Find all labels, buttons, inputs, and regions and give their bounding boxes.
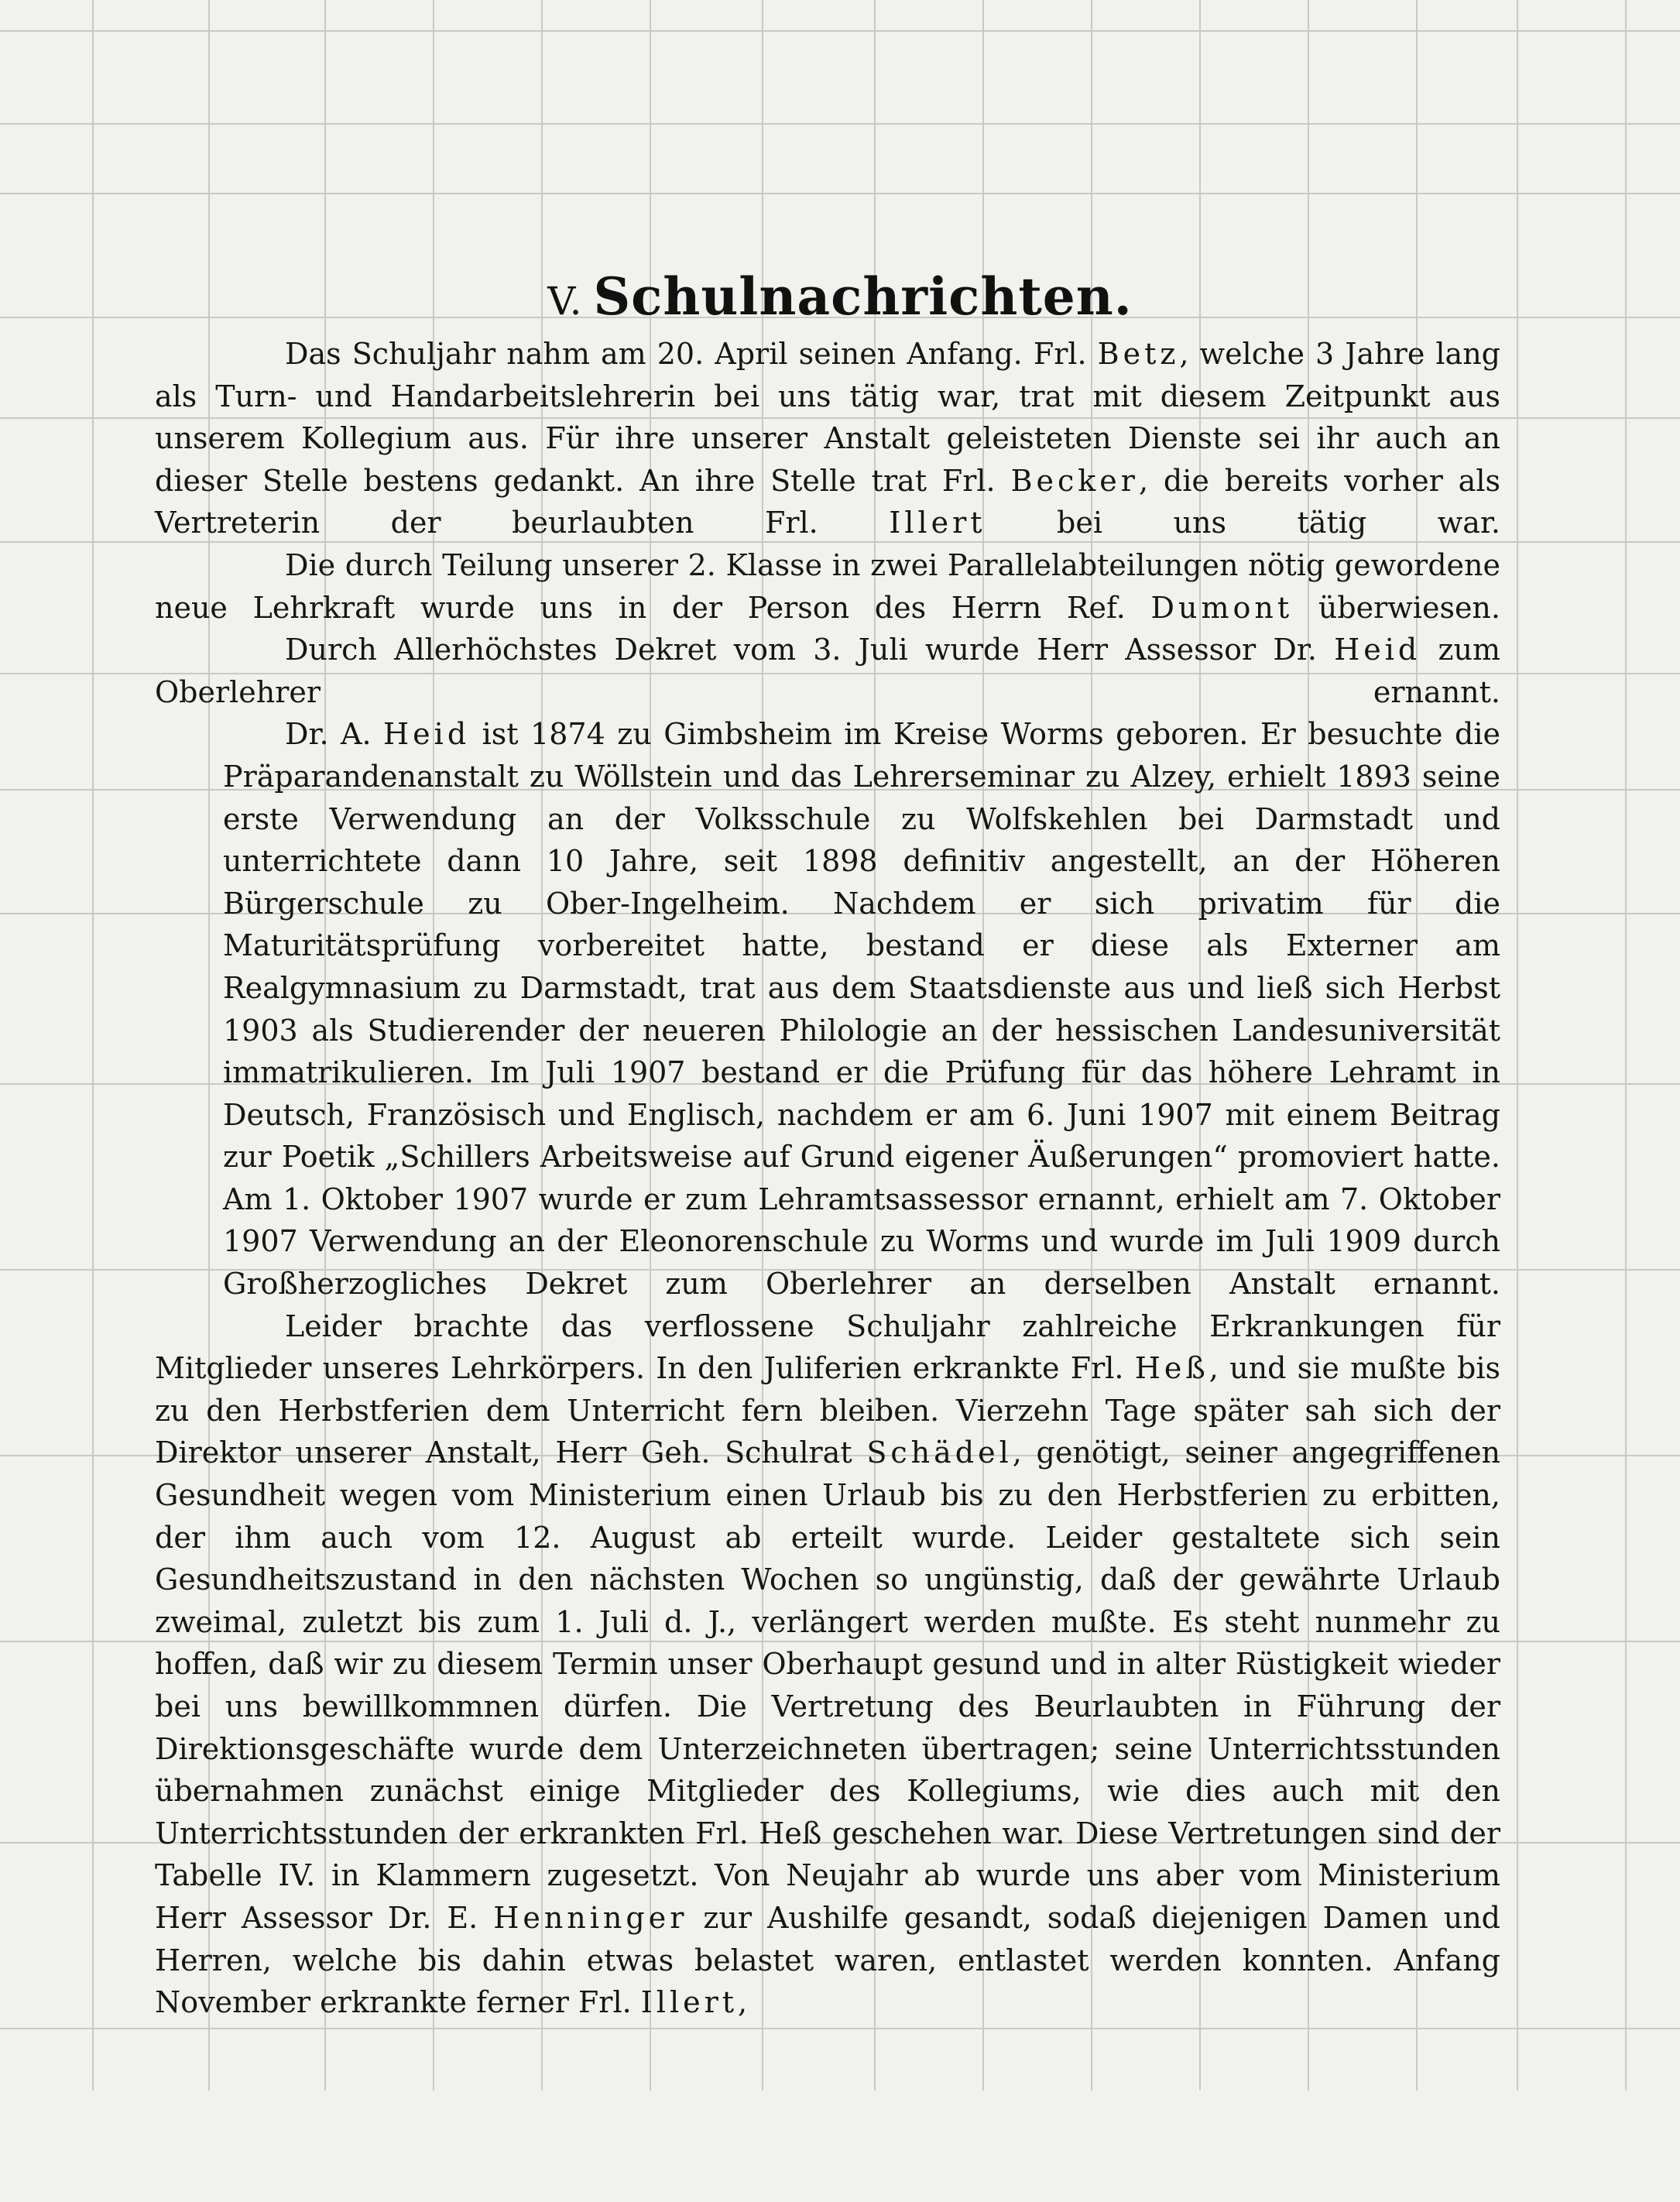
text-run: bei uns tätig war.	[986, 506, 1500, 540]
page-title	[0, 266, 1680, 327]
emphasized-name: Illert	[640, 1985, 739, 2020]
emphasized-name: Dumont	[1150, 590, 1294, 625]
text-run: zum Oberlehrer ernannt.	[155, 633, 1500, 709]
emphasized-name: Heß	[1134, 1351, 1209, 1386]
paragraph	[155, 1305, 1500, 2024]
text-run: Dr. A.	[285, 717, 384, 752]
text-run: Leider brachte das verflossene Schuljahr zahlreiche Erkrankungen für Mitglieder unseres Lehrkörpers. In den Juliferien erkrankte Frl.	[155, 1309, 1500, 1386]
emphasized-name: Henninger	[493, 1900, 688, 1935]
text-run: Das Schuljahr nahm am 20. April seinen Anfang. Frl.	[285, 337, 1098, 371]
emphasized-name: Heid	[1334, 633, 1421, 667]
text-run: Die durch Teilung unserer 2. Klasse in zwei Parallelabteilungen nötig gewordene neue Lehrkraft wurde uns in der Person des Herrn Ref.	[155, 547, 1500, 625]
text-run: ist 1874 zu Gimbsheim im Kreise Worms geboren. Er besuchte die Präparandenanstalt zu Wöllstein und das Lehrerseminar zu Alzey, erhielt 1893 seine erste Verwendung an der Volksschule zu Wolfskehlen bei Darmstadt und unterrichtete dann 10 Jahre, seit 1898 definitiv angestellt, an der Höheren Bürgerschule zu Ober-Ingelheim. Nachdem er sich privatim für die Maturitätsprüfung vorbereitet hatte, bestand er diese als Externer am Realgymnasium zu Darmstadt, trat aus dem Staatsdienste aus und ließ sich Herbst 1903 als Studierender der neueren Philologie an der hessischen Landesuniversität immatrikulieren. Im Juli 1907 bestand er die Prüfung für das höhere Lehramt in Deutsch, Französisch und Englisch, nachdem er am 6. Juni 1907 mit einem Beitrag zur Poetik „Schillers Arbeitsweise auf Grund eigener Äußerungen“ promoviert hatte. Am 1. Oktober 1907 wurde er zum Lehramtsassessor ernannt, erhielt am 7. Oktober 1907 Verwendung an der Eleonorenschule zu Worms und wurde im Juli 1909 durch Großherzogliches Dekret zum Oberlehrer an derselben Anstalt ernannt.	[223, 717, 1501, 1302]
emphasized-name: Becker	[1010, 463, 1139, 498]
text-run: ,	[738, 1985, 748, 2020]
text-run: , genötigt, seiner angegriffenen Gesundheit wegen vom Ministerium einen Urlaub bis zu den Herbstferien zu erbitten, der ihm auch vom 12. August ab erteilt wurde. Leider gestaltete sich sein Gesundheitszustand in den nächsten Wochen so ungünstig, daß der gewährte Urlaub zweimal, zuletzt bis zum 1. Juli d. J., verlängert werden mußte. Es steht nunmehr zu hoffen, daß wir zu diesem Termin unser Oberhaupt gesund und in alter Rüstigkeit wieder bei uns bewillkommnen dürfen. Die Vertretung des Beurlaubten in Führung der Direktionsgeschäfte wurde dem Unterzeichneten übertragen; seine Unterrichtsstunden übernahmen zunächst einige Mitglieder des Kollegiums, wie dies auch mit den Unterrichtsstunden der erkrankten Frl. Heß geschehen war. Diese Vertretungen sind der Tabelle IV. in Klammern zugesetzt. Von Neujahr ab wurde uns aber vom Ministerium Herr Assessor Dr. E.	[155, 1435, 1500, 1935]
paragraph	[155, 333, 1500, 544]
text-run: zur Aushilfe gesandt, sodaß diejenigen Damen und Herren, welche bis dahin etwas belastet waren, entlastet werden konnten. Anfang November erkrankte ferner Frl.	[155, 1900, 1500, 2020]
section-number: V.	[547, 279, 583, 324]
paragraph	[155, 544, 1500, 629]
text-run: , welche 3 Jahre lang als Turn- und Handarbeitslehrerin bei uns tätig war, trat mit diesem Zeitpunkt aus unserem Kollegium aus. Für ihre unserer Anstalt geleisteten Dienste sei ihr auch an dieser Stelle bestens gedankt. An ihre Stelle trat Frl.	[155, 337, 1500, 498]
section-title: Schulnachrichten.	[593, 266, 1133, 328]
emphasized-name: Schädel	[866, 1435, 1013, 1470]
emphasized-name: Illert	[889, 506, 986, 540]
emphasized-name: Heid	[383, 717, 471, 752]
paragraph	[155, 629, 1500, 713]
body-text	[155, 333, 1500, 2024]
emphasized-name: Betz	[1097, 337, 1180, 371]
paragraph-biography	[223, 713, 1500, 1305]
text-run: Durch Allerhöchstes Dekret vom 3. Juli wurde Herr Assessor Dr.	[285, 633, 1335, 667]
text-run: überwiesen.	[1293, 590, 1500, 625]
text-run: , und sie mußte bis zu den Herbstferien dem Unterricht fern bleiben. Vierzehn Tage später sah sich der Direktor unserer Anstalt, Herr Geh. Schulrat	[155, 1351, 1500, 1470]
text-run: , die bereits vorher als Vertreterin der beurlaubten Frl.	[155, 463, 1500, 540]
